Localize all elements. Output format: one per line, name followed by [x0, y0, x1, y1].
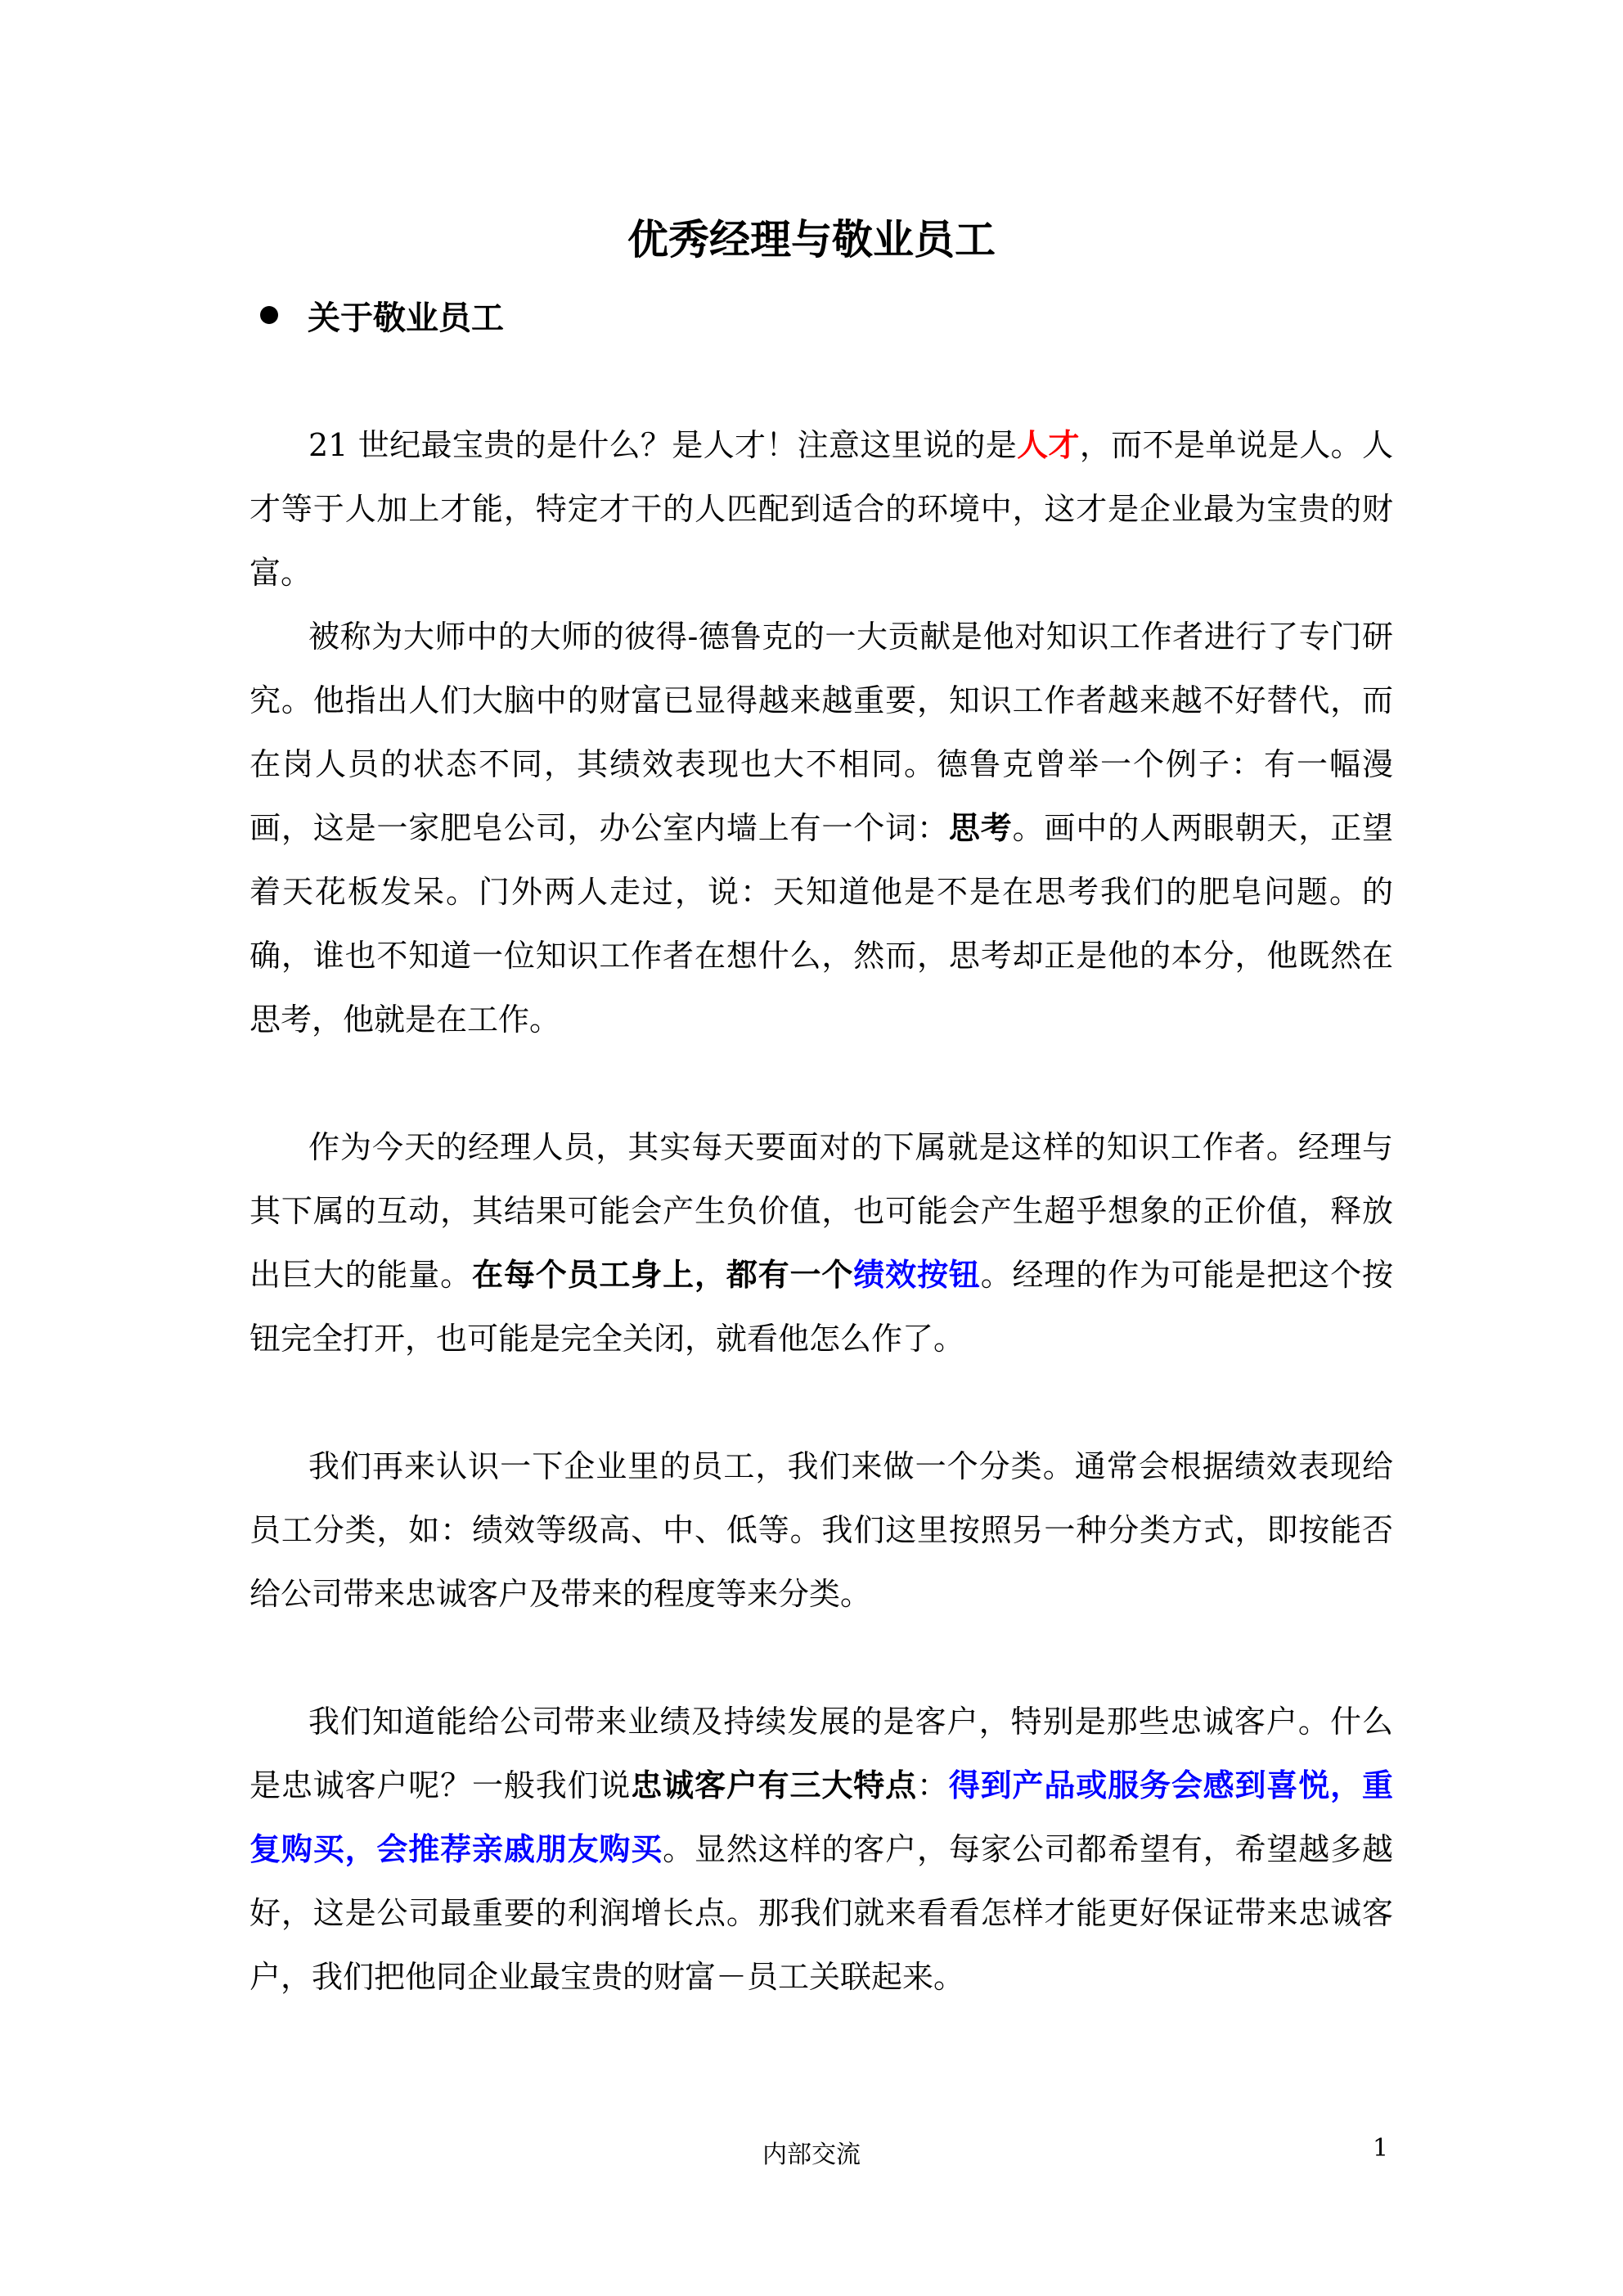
- highlight-talent: 人才: [1017, 427, 1080, 463]
- paragraph-2: [250, 605, 1393, 1051]
- section-heading: [260, 290, 504, 340]
- highlight-performance-button: 绩效按钮: [853, 1257, 981, 1293]
- paragraph-3: [250, 1115, 1393, 1371]
- highlight-features-list: 得到产品或服务会感到喜悦，重复购买，会推荐亲戚朋友购买: [250, 1767, 1393, 1867]
- paragraph-2-text-a: 被称为大师中的大师的彼得-德鲁克的一大贡献是他对知识工作者进行了专门研究。他指出人们大脑中的财富已显得越来越重要，知识工作者越来越不好替代，而在岗人员的状态不同，其绩效表现也大不相同。德鲁克曾举一个例子：有一幅漫画，这是一家肥皂公司，办公室内墙上有一个词：: [250, 619, 1393, 846]
- paragraph-2-text-c: 。画中的人两眼朝天，正望着天花板发呆。门外两人走过，说：天知道他是不是在思考我们的肥皂问题。的确，谁也不知道一位知识工作者在想什么，然而，思考却正是他的本分，他既然在思考，他就是在工作。: [250, 810, 1393, 1038]
- paragraph-1-text-c: ，而不是单说是人。人才等于人加上才能，特定才干的人匹配到适合的环境中，这才是企业最为宝贵的财富。: [250, 427, 1393, 591]
- document-title: 优秀经理与敬业员工: [627, 216, 996, 263]
- paragraph-4: [250, 1434, 1393, 1626]
- paragraph-4-text-a: 我们再来认识一下企业里的员工，我们来做一个分类。通常会根据绩效表现给员工分类，如：绩效等级高、中、低等。我们这里按照另一种分类方式，即按能否给公司带来忠诚客户及带来的程度等来分类。: [250, 1448, 1393, 1612]
- page-number: 1: [1373, 2134, 1389, 2163]
- bullet-icon: [260, 306, 278, 324]
- paragraph-5-text-c: ：: [916, 1767, 949, 1803]
- section-heading-text: 关于敬业员工: [308, 299, 504, 337]
- body-text: [250, 413, 1393, 2009]
- highlight-think: 思考: [948, 810, 1013, 846]
- paragraph-3-text-a: 作为今天的经理人员，其实每天要面对的下属就是这样的知识工作者。经理与其下属的互动，其结果可能会产生负价值，也可能会产生超乎想象的正价值，释放出巨大的能量。: [250, 1129, 1393, 1293]
- highlight-every-employee: 在每个员工身上，都有一个: [472, 1257, 854, 1293]
- paragraph-gap: [250, 1051, 1393, 1115]
- footer-label: 内部交流: [762, 2141, 861, 2169]
- paragraph-5-text-e: 。显然这样的客户，每家公司都希望有，希望越多越好，这是公司最重要的利润增长点。那我们就来看看怎样才能更好保证带来忠诚客户，我们把他同企业最宝贵的财富－员工关联起来。: [250, 1831, 1393, 1995]
- paragraph-gap: [250, 1371, 1393, 1434]
- paragraph-gap: [250, 1626, 1393, 1690]
- paragraph-5-text-a: 我们知道能给公司带来业绩及持续发展的是客户，特别是那些忠诚客户。什么是忠诚客户呢？一般我们说: [250, 1704, 1393, 1803]
- paragraph-1: [250, 413, 1393, 605]
- paragraph-5: [250, 1690, 1393, 2009]
- paragraph-1-text-a: 21 世纪最宝贵的是什么？是人才！注意这里说的是: [308, 427, 1018, 463]
- paragraph-3-text-d: 。经理的作为可能是把这个按钮完全打开，也可能是完全关闭，就看他怎么作了。: [250, 1257, 1393, 1357]
- highlight-three-features: 忠诚客户有三大特点: [631, 1767, 917, 1803]
